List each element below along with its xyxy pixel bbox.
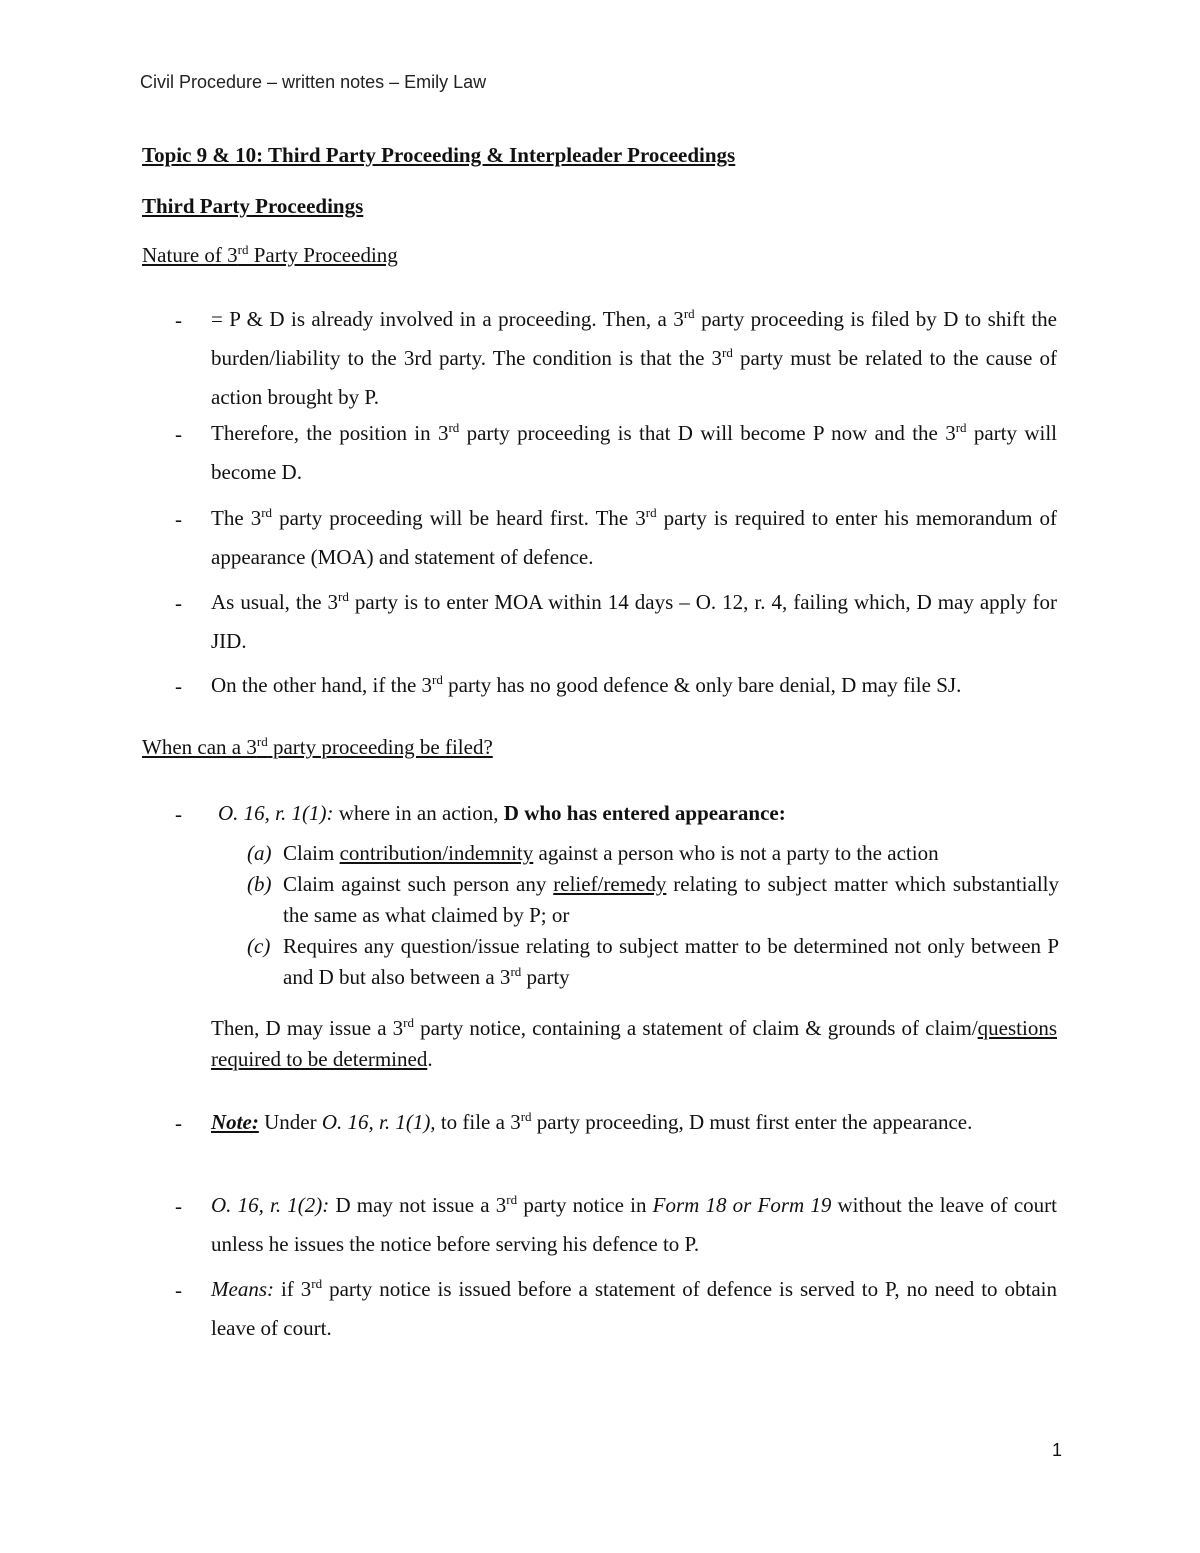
bullet-dash: -: [175, 507, 182, 531]
subheading-when: When can a 3rd party proceeding be filed?: [142, 734, 493, 759]
nature-bullet-4: As usual, the 3rd party is to enter MOA within 14 days – O. 12, r. 4, failing which, D may apply for JID.: [211, 589, 1057, 653]
nature-bullet-2: Therefore, the position in 3rd party proceeding is that D will become P now and the 3rd party will become D.: [211, 420, 1057, 484]
then-paragraph: Then, D may issue a 3rd party notice, containing a statement of claim & grounds of claim/questions required to be determined.: [211, 1015, 1057, 1071]
page-number: 1: [1051, 1440, 1062, 1460]
sub-item-b: (b) Claim against such person any relief/remedy relating to subject matter which substantially the same as what claimed by P; or: [247, 872, 1059, 927]
nature-bullet-3: The 3rd party proceeding will be heard first. The 3rd party is required to enter his memorandum of appearance (MOA) and statement of defence.: [211, 505, 1058, 569]
bullet-dash: -: [175, 591, 182, 615]
rule-o16-r1-2-bullet: O. 16, r. 1(2): D may not issue a 3rd party notice in Form 18 or Form 19 without the leave of court unless he issues the notice before serving his defence to P.: [211, 1192, 1057, 1256]
nature-bullet-1: = P & D is already involved in a proceeding. Then, a 3rd party proceeding is filed by D to shift the burden/liability to the 3rd party. The condition is that the 3rd party must be related to the cause of action brought by P.: [211, 306, 1057, 409]
bullet-dash: -: [175, 308, 182, 332]
bullet-dash: -: [175, 1111, 182, 1135]
rule-o16-r1-1: O. 16, r. 1(1): where in an action, D who has entered appearance:: [218, 801, 786, 825]
bullet-dash: -: [175, 1194, 182, 1218]
nature-bullet-5: On the other hand, if the 3rd party has no good defence & only bare denial, D may file SJ.: [211, 672, 962, 697]
section-heading: Third Party Proceedings: [142, 194, 364, 218]
means-bullet: Means: if 3rd party notice is issued before a statement of defence is served to P, no need to obtain leave of court.: [211, 1276, 1058, 1340]
subheading-nature: Nature of 3rd Party Proceeding: [142, 242, 398, 267]
bullet-dash: -: [175, 802, 182, 826]
page-header: Civil Procedure – written notes – Emily Law: [140, 72, 487, 92]
sub-item-c: (c) Requires any question/issue relating to subject matter to be determined not only between P and D but also between a 3rd party: [247, 934, 1059, 989]
note-bullet: Note: Under O. 16, r. 1(1), to file a 3rd party proceeding, D must first enter the appearance.: [211, 1109, 973, 1134]
bullet-dash: -: [175, 1278, 182, 1302]
bullet-dash: -: [175, 674, 182, 698]
bullet-dash: -: [175, 422, 182, 446]
sub-item-a: (a) Claim contribution/indemnity against a person who is not a party to the action: [247, 841, 939, 865]
page-title: Topic 9 & 10: Third Party Proceeding & Interpleader Proceedings: [142, 143, 736, 167]
